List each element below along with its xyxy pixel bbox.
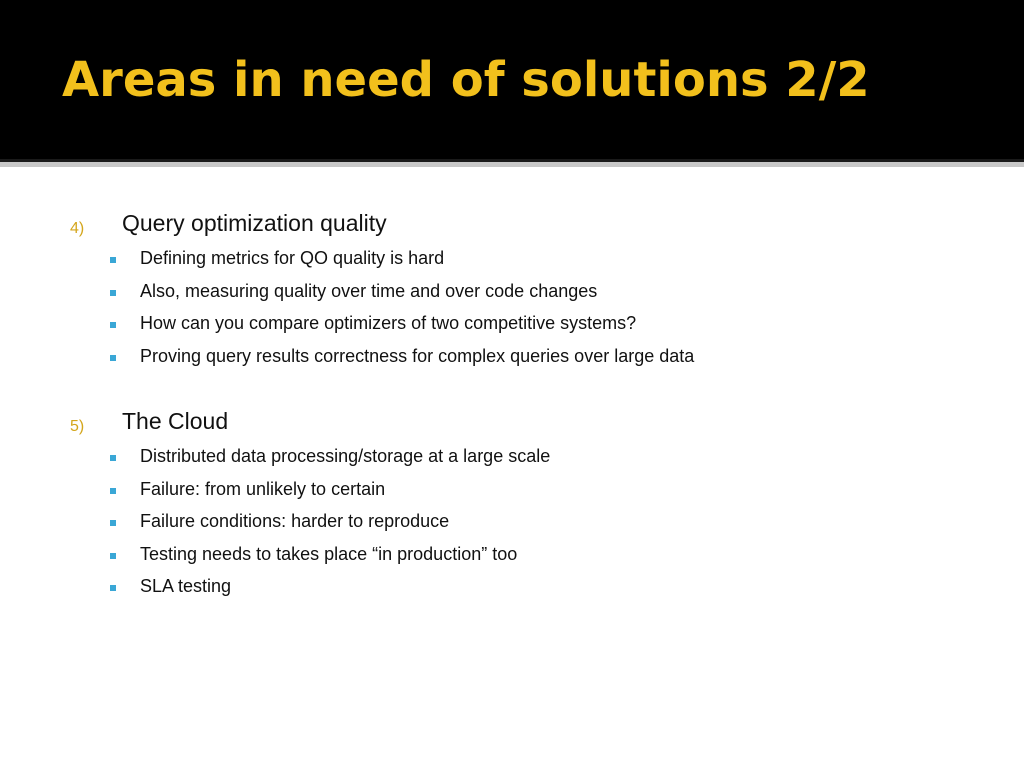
bullet-text: Defining metrics for QO quality is hard xyxy=(140,248,445,268)
section-number: 5) xyxy=(70,418,85,435)
list-item xyxy=(0,246,1024,279)
section-the-cloud xyxy=(0,408,1024,607)
section-heading: The Cloud xyxy=(122,408,229,434)
list-item xyxy=(0,444,1024,477)
bullet-text: Distributed data processing/storage at a large scale xyxy=(140,446,551,466)
square-bullet-icon xyxy=(110,488,116,494)
bullet-text: Failure conditions: harder to reproduce xyxy=(140,511,450,532)
square-bullet-icon xyxy=(110,355,116,361)
square-bullet-icon xyxy=(110,553,116,559)
bullet-list xyxy=(0,246,1024,376)
square-bullet-icon xyxy=(110,322,116,328)
list-item xyxy=(0,574,1024,607)
slide-title: Areas in need of solutions 2/2 xyxy=(62,52,870,108)
list-item xyxy=(0,344,1024,377)
section-heading: Query optimization quality xyxy=(122,210,387,236)
bullet-text: SLA testing xyxy=(140,576,232,597)
square-bullet-icon xyxy=(110,520,116,526)
bullet-text: Also, measuring quality over time and over code changes xyxy=(140,280,598,301)
section-query-optimization xyxy=(0,210,1024,376)
square-bullet-icon xyxy=(110,455,116,461)
square-bullet-icon xyxy=(110,585,116,591)
bullet-text: Failure: from unlikely to certain xyxy=(140,478,386,499)
bullet-text: How can you compare optimizers of two competitive systems? xyxy=(140,313,637,334)
list-item xyxy=(0,542,1024,575)
section-heading-row xyxy=(0,408,1024,444)
list-item xyxy=(0,279,1024,312)
section-heading-row xyxy=(0,210,1024,246)
bullet-text: Proving query results correctness for complex queries over large data xyxy=(140,345,695,366)
list-item xyxy=(0,509,1024,542)
list-item xyxy=(0,477,1024,510)
bullet-text: Testing needs to takes place “in production” too xyxy=(140,543,518,564)
square-bullet-icon xyxy=(110,257,116,263)
section-number: 4) xyxy=(70,220,85,237)
square-bullet-icon xyxy=(110,290,116,296)
list-item xyxy=(0,311,1024,344)
bullet-list xyxy=(0,444,1024,607)
